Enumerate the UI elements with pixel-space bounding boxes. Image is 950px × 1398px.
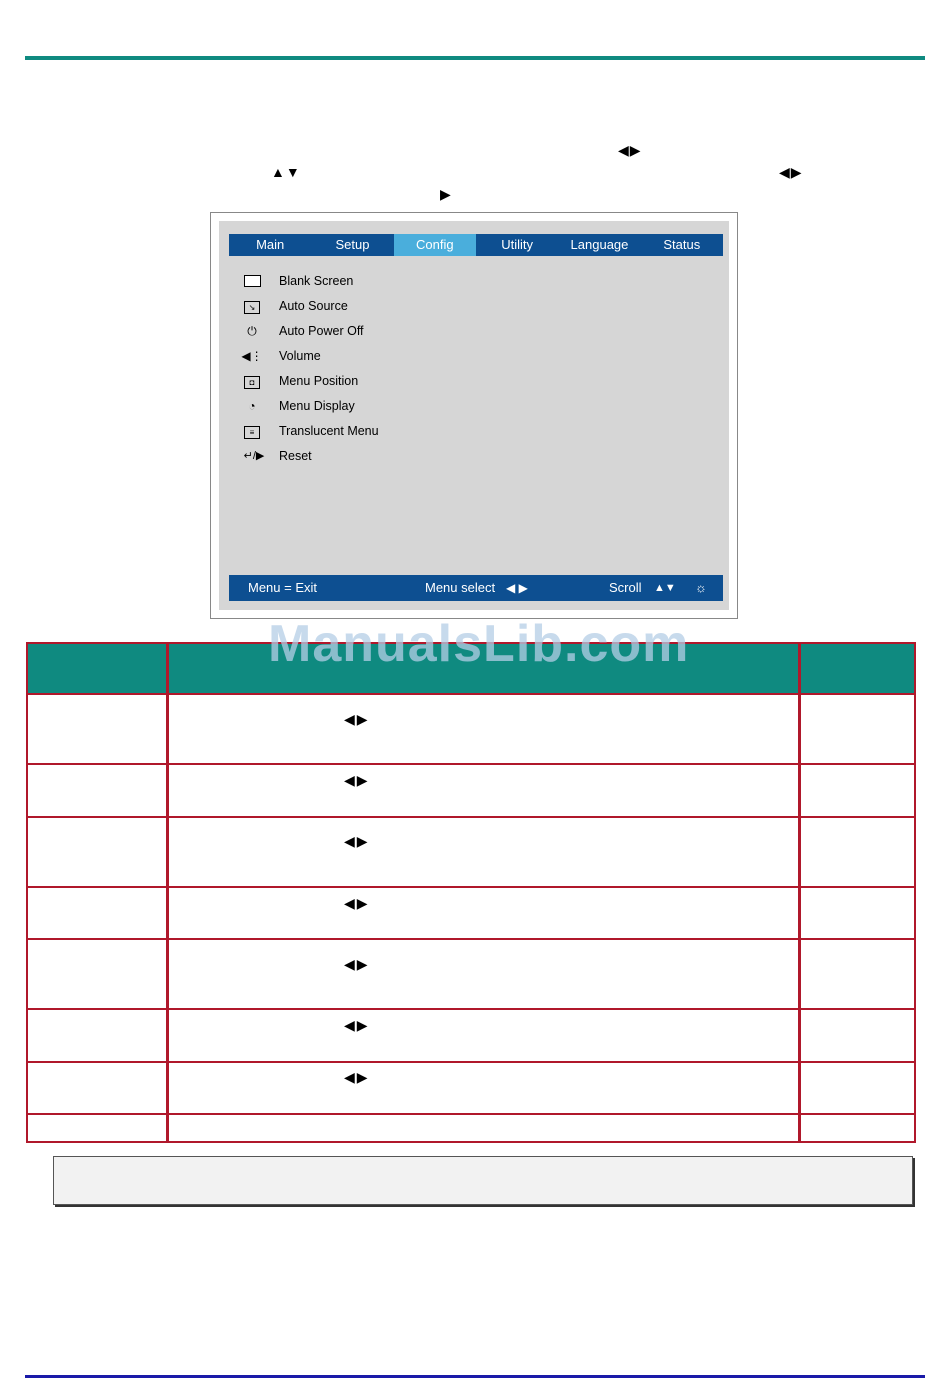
- row-divider: [28, 693, 914, 695]
- osd-tab-bar: [229, 234, 723, 256]
- up-down-arrows-icon: ▲▼: [654, 582, 676, 594]
- menu-item-label: Reset: [279, 449, 312, 463]
- column-divider: [798, 644, 801, 1141]
- lightbulb-icon: ☼: [695, 580, 707, 595]
- blank-screen-icon: [241, 273, 263, 289]
- menu-item-label: Menu Display: [279, 399, 355, 413]
- up-down-arrows-icon: ▲▼: [271, 164, 301, 180]
- menu-item-label: Auto Power Off: [279, 324, 364, 338]
- top-rule: [25, 56, 925, 60]
- osd-menu: [219, 221, 729, 610]
- left-right-arrows-icon: ◀▶: [344, 833, 370, 849]
- menu-exit-hint: Menu = Exit: [248, 580, 318, 595]
- note-box: [53, 1156, 913, 1205]
- row-divider: [28, 816, 914, 818]
- menu-item-label: Volume: [279, 349, 321, 363]
- volume-icon: ◀⋮: [241, 349, 263, 363]
- left-right-arrows-icon: ◀▶: [779, 164, 803, 180]
- menu-item-label: Translucent Menu: [279, 424, 379, 438]
- tab-setup[interactable]: Setup: [335, 237, 370, 252]
- menu-position-icon: ◘: [241, 373, 263, 389]
- tab-utility[interactable]: Utility: [501, 237, 534, 252]
- row-divider: [28, 1113, 914, 1115]
- translucent-menu-icon: ≡: [241, 423, 263, 439]
- left-right-arrows-icon: ◀▶: [344, 1069, 370, 1085]
- left-right-arrows-icon: ◀▶: [344, 1017, 370, 1033]
- menu-display-icon: ◔: [248, 399, 256, 413]
- bottom-rule: [25, 1375, 925, 1378]
- osd-footer-bar: [229, 575, 723, 601]
- left-right-arrows-icon: ◀▶: [344, 895, 370, 911]
- row-divider: [28, 763, 914, 765]
- settings-table: [26, 642, 916, 1143]
- tab-language[interactable]: Language: [570, 237, 629, 252]
- menu-select-hint: Menu select: [425, 580, 496, 595]
- menu-item-label: Blank Screen: [279, 274, 354, 288]
- scroll-hint: Scroll: [609, 580, 642, 595]
- osd-screenshot: [210, 212, 738, 619]
- auto-power-off-icon: ⏻: [247, 324, 257, 338]
- row-divider: [28, 886, 914, 888]
- right-arrow-icon: ▶: [440, 186, 452, 202]
- left-right-arrows-icon: ◀▶: [344, 711, 370, 727]
- left-right-arrows-icon: ◀▶: [344, 956, 370, 972]
- menu-item-label: Menu Position: [279, 374, 359, 388]
- tab-main[interactable]: Main: [256, 237, 285, 252]
- row-divider: [28, 938, 914, 940]
- menu-item-label: Auto Source: [279, 299, 348, 313]
- row-divider: [28, 1061, 914, 1063]
- tab-config[interactable]: Config: [394, 234, 476, 256]
- left-right-arrows-icon: ◀▶: [344, 772, 370, 788]
- column-divider: [166, 644, 169, 1141]
- left-right-arrows-icon: ◀ ▶: [506, 581, 528, 595]
- reset-icon: ↵/▶: [243, 450, 265, 462]
- left-right-arrows-icon: ◀▶: [618, 142, 642, 158]
- row-divider: [28, 1008, 914, 1010]
- watermark: ManualsLib.com: [268, 615, 690, 673]
- tab-status[interactable]: Status: [663, 237, 701, 252]
- auto-source-icon: ↘: [241, 298, 263, 314]
